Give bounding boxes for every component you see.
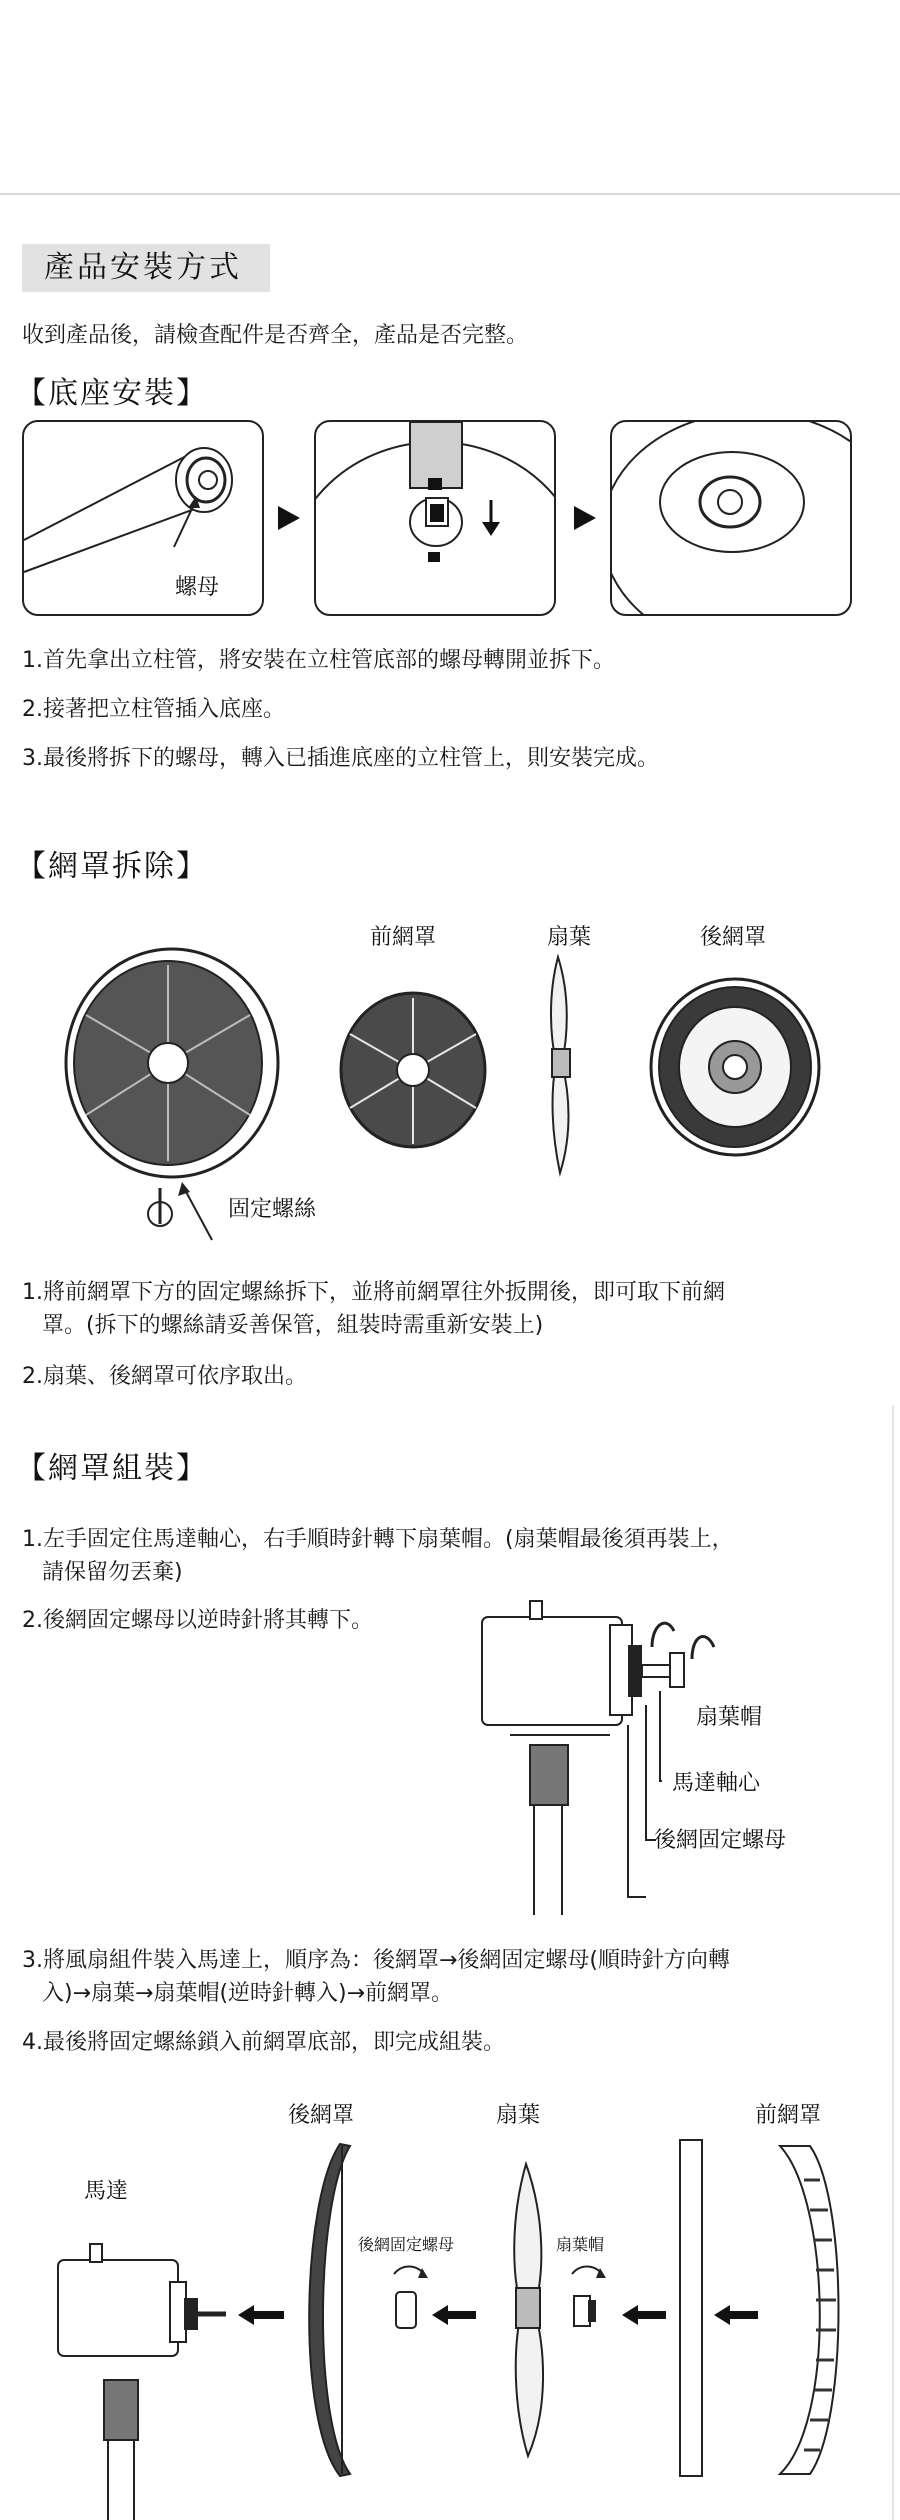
bottom-front-plate-drawing <box>676 2138 706 2478</box>
bottom-motor-label: 馬達 <box>84 2179 129 2204</box>
assembly-step-1b: 請保留勿丟棄) <box>42 1560 183 1585</box>
bottom-nut-drawing <box>390 2262 430 2332</box>
motor-shaft-label: 馬達軸心 <box>672 1771 761 1796</box>
assembly-step-2: 2.後網固定螺母以逆時針將其轉下。 <box>22 1608 373 1633</box>
bottom-motor-drawing <box>50 2230 250 2520</box>
base-step1-illustration <box>22 420 264 616</box>
assembly-step-1a: 1.左手固定住馬達軸心，右手順時針轉下扇葉帽。(扇葉帽最後須再裝上， <box>22 1527 734 1552</box>
arrow-left-icon <box>622 2305 666 2325</box>
right-edge-line <box>892 1405 894 2520</box>
screw-icon <box>142 1178 232 1248</box>
removal-step-2: 2.扇葉、後網罩可依序取出。 <box>22 1364 307 1389</box>
rear-guard-drawing <box>648 975 823 1160</box>
blade-label: 扇葉 <box>547 925 592 950</box>
base-step2-illustration <box>314 420 556 616</box>
bottom-rear-guard-drawing <box>292 2140 352 2480</box>
assembly-step-3b: 入)→扇葉→扇葉帽(逆時針轉入)→前網罩。 <box>42 1981 454 2006</box>
top-divider <box>0 193 900 195</box>
bottom-front-guard-drawing <box>770 2140 850 2480</box>
pole-nut-drawing <box>24 422 262 614</box>
removal-step-1a: 1.將前網罩下方的固定螺絲拆下，並將前網罩往外扳開後，即可取下前網 <box>22 1280 725 1305</box>
bottom-rear-guard-label: 後網罩 <box>288 2103 355 2128</box>
rear-guard-label: 後網罩 <box>700 925 767 950</box>
base-step-1: 1.首先拿出立柱管，將安裝在立柱管底部的螺母轉開並拆下。 <box>22 648 615 673</box>
bottom-cap-label: 扇葉帽 <box>556 2235 605 2254</box>
assembly-step-3a: 3.將風扇組件裝入馬達上，順序為：後網罩→後網固定螺母(順時針方向轉 <box>22 1948 731 1973</box>
removal-heading: 【網罩拆除】 <box>16 849 208 884</box>
base-step-2: 2.接著把立柱管插入底座。 <box>22 697 285 722</box>
intro-text: 收到產品後，請檢查配件是否齊全，產品是否完整。 <box>22 323 529 348</box>
arrow-left-icon <box>238 2305 284 2325</box>
blade-drawing <box>540 955 580 1175</box>
arrow-right-icon <box>574 506 596 530</box>
arrow-left-icon <box>432 2305 476 2325</box>
front-guard-drawing <box>338 990 488 1150</box>
removal-step-1b: 罩。(拆下的螺絲請妥善保管，組裝時需重新安裝上) <box>42 1313 544 1338</box>
base-insert-drawing <box>316 422 554 614</box>
bottom-blade-label: 扇葉 <box>496 2103 541 2128</box>
bottom-blade-drawing <box>500 2160 560 2460</box>
bottom-front-guard-label: 前網罩 <box>755 2103 822 2128</box>
bottom-nut-label: 後網固定螺母 <box>358 2235 455 2254</box>
assembly-step-4: 4.最後將固定螺絲鎖入前網罩底部，即完成組裝。 <box>22 2030 505 2055</box>
front-guard-assembled-drawing <box>60 945 300 1175</box>
motor-shaft-drawing <box>470 1595 730 1915</box>
motor-cap-label: 扇葉帽 <box>696 1705 763 1730</box>
base-heading: 【底座安裝】 <box>16 376 208 411</box>
screw-label: 固定螺絲 <box>228 1197 317 1222</box>
arrow-right-icon <box>278 506 300 530</box>
base-finished-drawing <box>612 422 850 614</box>
arrow-left-icon <box>714 2305 758 2325</box>
base-step-3: 3.最後將拆下的螺母，轉入已插進底座的立柱管上，則安裝完成。 <box>22 746 659 771</box>
nut-label: 螺母 <box>175 575 220 600</box>
section-title: 產品安裝方式 <box>22 244 270 292</box>
motor-nut-label: 後網固定螺母 <box>654 1828 787 1853</box>
base-step3-illustration <box>610 420 852 616</box>
front-guard-label: 前網罩 <box>370 925 437 950</box>
bottom-cap-drawing <box>568 2262 608 2332</box>
assembly-heading: 【網罩組裝】 <box>16 1451 208 1486</box>
